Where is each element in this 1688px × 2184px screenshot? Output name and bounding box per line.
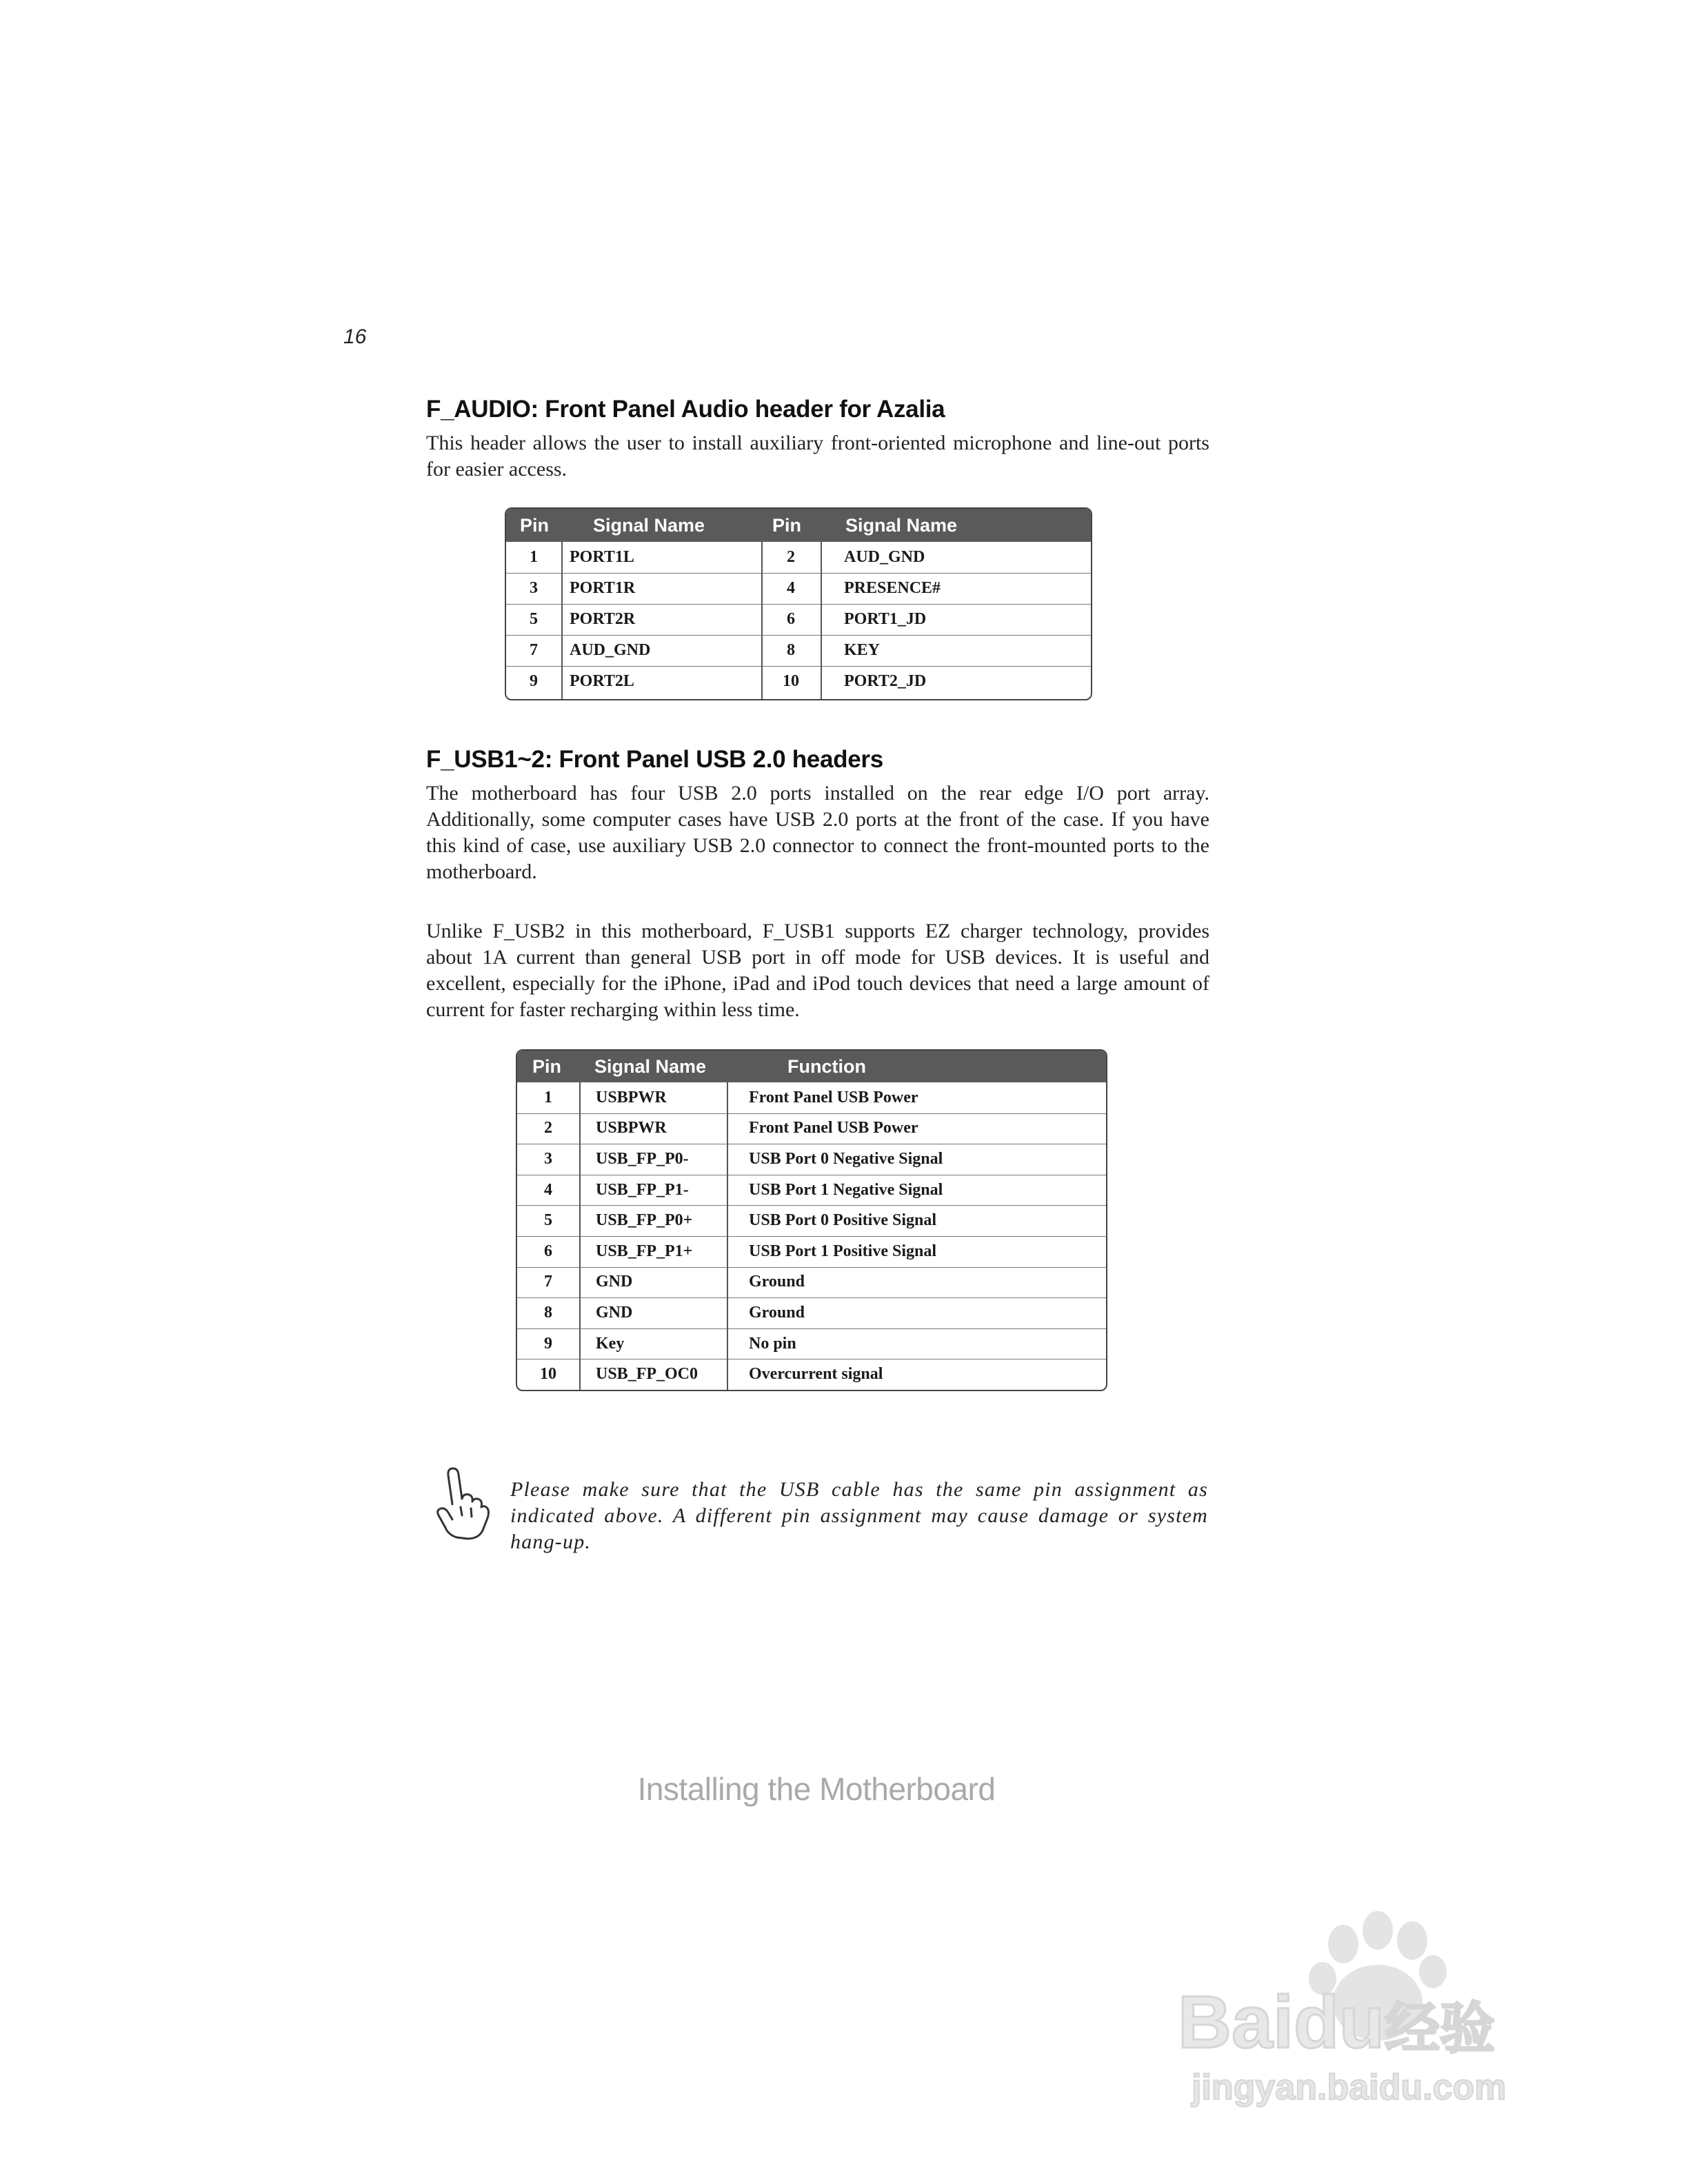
- audio-col-divider: [561, 542, 563, 699]
- usb-pin-cell: 3: [544, 1149, 552, 1168]
- note-text: Please make sure that the USB cable has the same pin assignment as indicated above. A different pin assignment may cause damage or system hang-up.: [510, 1478, 1208, 1553]
- audio-pin-cell: 3: [530, 579, 538, 597]
- audio-pin-cell: 5: [530, 610, 538, 628]
- audio-header-signal-1: Signal Name: [593, 515, 705, 536]
- usb-function-cell: Front Panel USB Power: [749, 1119, 918, 1138]
- audio-pin-cell: 6: [787, 610, 795, 628]
- audio-signal-cell: AUD_GND: [570, 641, 651, 659]
- usb-function-cell: Front Panel USB Power: [749, 1088, 918, 1106]
- usb-table-row: [517, 1144, 1106, 1175]
- audio-section-title: F_AUDIO: Front Panel Audio header for Azalia: [426, 396, 945, 423]
- audio-signal-cell: PORT1_JD: [844, 610, 927, 628]
- audio-header-pin-2: Pin: [772, 515, 802, 536]
- audio-col-divider: [761, 542, 763, 699]
- usb-table-row: [517, 1082, 1106, 1114]
- usb-pin-cell: 5: [544, 1211, 552, 1230]
- usb-pin-cell: 8: [544, 1303, 552, 1322]
- audio-header-pin-1: Pin: [520, 515, 550, 536]
- usb-function-cell: USB Port 0 Positive Signal: [749, 1211, 937, 1230]
- audio-pin-cell: 9: [530, 672, 538, 690]
- usb-table-row: [517, 1205, 1106, 1237]
- usb-paragraph-1: The motherboard has four USB 2.0 ports installed on the rear edge I/O port array. Additionally, some computer cases have USB 2.0 ports at the front of the case. If you have this kind of case, use auxiliary USB 2.0 connector to connect the front-mounted ports to the motherboard.: [426, 782, 1209, 883]
- audio-pin-cell: 1: [530, 548, 538, 566]
- usb-table-row: [517, 1297, 1106, 1329]
- usb-signal-cell: USBPWR: [596, 1088, 667, 1106]
- usb-table-row: [517, 1113, 1106, 1145]
- audio-table-header: [506, 509, 1091, 542]
- page-number: 16: [343, 325, 367, 348]
- usb-signal-cell: USBPWR: [596, 1119, 667, 1138]
- usb-signal-cell: GND: [596, 1273, 633, 1291]
- usb-table-header: [517, 1051, 1106, 1082]
- page-footer: Installing the Motherboard: [637, 1771, 996, 1807]
- usb-pin-table: [516, 1049, 1107, 1391]
- usb-table-row: [517, 1236, 1106, 1268]
- audio-signal-cell: AUD_GND: [844, 548, 925, 566]
- usb-header-pin: Pin: [532, 1056, 562, 1077]
- audio-table-row: [506, 542, 1091, 574]
- usb-signal-cell: USB_FP_P0-: [596, 1149, 689, 1168]
- usb-table-row: [517, 1328, 1106, 1360]
- usb-pin-cell: 2: [544, 1119, 552, 1138]
- usb-pin-cell: 1: [544, 1088, 552, 1106]
- audio-table-row: [506, 604, 1091, 636]
- usb-function-cell: Ground: [749, 1273, 805, 1291]
- usb-signal-cell: Key: [596, 1334, 625, 1353]
- usb-col-divider: [579, 1082, 581, 1390]
- watermark-url: jingyan.baidu.com: [1192, 2067, 1507, 2107]
- audio-col-divider: [821, 542, 822, 699]
- usb-table-row: [517, 1267, 1106, 1299]
- audio-description: This header allows the user to install auxiliary front-oriented microphone and line-out ports for easier access.: [426, 432, 1209, 481]
- watermark-brand: Baidu: [1178, 1980, 1385, 2063]
- usb-pin-cell: 6: [544, 1242, 552, 1260]
- audio-table-row: [506, 666, 1091, 697]
- audio-pin-cell: 7: [530, 641, 538, 659]
- audio-pin-cell: 10: [783, 672, 799, 690]
- watermark-suffix: 经验: [1385, 1998, 1496, 2059]
- usb-signal-cell: USB_FP_OC0: [596, 1365, 699, 1384]
- pointing-hand-icon: [433, 1466, 492, 1541]
- usb-function-cell: USB Port 0 Negative Signal: [749, 1149, 943, 1168]
- audio-table-row: [506, 635, 1091, 667]
- usb-function-cell: USB Port 1 Positive Signal: [749, 1242, 937, 1260]
- usb-table-row: [517, 1175, 1106, 1206]
- audio-signal-cell: PORT1L: [570, 548, 634, 566]
- usb-pin-cell: 10: [540, 1365, 556, 1384]
- usb-function-cell: Overcurrent signal: [749, 1365, 883, 1384]
- audio-table-row: [506, 573, 1091, 605]
- usb-header-function: Function: [787, 1056, 866, 1077]
- usb-table-row: [517, 1359, 1106, 1390]
- audio-signal-cell: PORT2L: [570, 672, 634, 690]
- audio-signal-cell: PORT2_JD: [844, 672, 927, 690]
- audio-pin-cell: 8: [787, 641, 795, 659]
- usb-section-title: F_USB1~2: Front Panel USB 2.0 headers: [426, 746, 883, 773]
- audio-pin-cell: 2: [787, 548, 795, 566]
- usb-signal-cell: USB_FP_P1-: [596, 1180, 689, 1199]
- audio-pin-table: [505, 507, 1092, 700]
- usb-signal-cell: USB_FP_P1+: [596, 1242, 693, 1260]
- usb-function-cell: USB Port 1 Negative Signal: [749, 1180, 943, 1199]
- usb-pin-cell: 9: [544, 1334, 552, 1353]
- audio-signal-cell: PRESENCE#: [844, 579, 941, 597]
- usb-function-cell: Ground: [749, 1303, 805, 1322]
- usb-header-signal: Signal Name: [594, 1056, 707, 1077]
- audio-signal-cell: PORT2R: [570, 610, 636, 628]
- usb-function-cell: No pin: [749, 1334, 796, 1353]
- usb-signal-cell: GND: [596, 1303, 633, 1322]
- audio-signal-cell: KEY: [844, 641, 881, 659]
- audio-pin-cell: 4: [787, 579, 795, 597]
- usb-col-divider: [727, 1082, 728, 1390]
- audio-signal-cell: PORT1R: [570, 579, 636, 597]
- usb-pin-cell: 7: [544, 1273, 552, 1291]
- usb-signal-cell: USB_FP_P0+: [596, 1211, 693, 1230]
- baidu-watermark: [1171, 1903, 1557, 2110]
- audio-header-signal-2: Signal Name: [845, 515, 958, 536]
- usb-pin-cell: 4: [544, 1180, 552, 1199]
- usb-paragraph-2: Unlike F_USB2 in this motherboard, F_USB1 supports EZ charger technology, provides about 1A current than general USB port in off mode for USB devices. It is useful and excellent, especially for the iPhone, iPad and iPod touch devices that need a large amount of current for faster recharging within less time.: [426, 920, 1209, 1021]
